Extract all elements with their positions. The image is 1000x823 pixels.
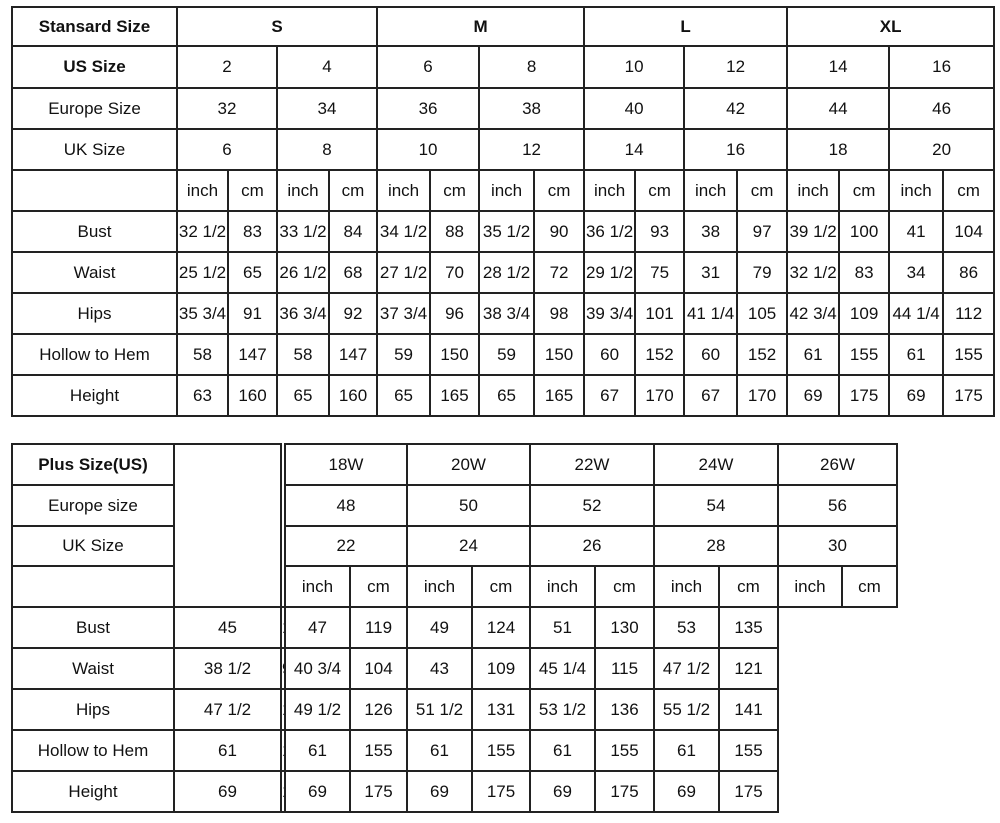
- value-cm: 93: [635, 211, 684, 252]
- size-group-m: M: [377, 7, 584, 46]
- value-inch: 59: [479, 334, 534, 375]
- plus-value-inch: 47 1/2: [654, 648, 719, 689]
- plus-value-inch: 53: [654, 607, 719, 648]
- value-inch: 67: [584, 375, 635, 416]
- value-inch: 60: [684, 334, 737, 375]
- value-inch: 38: [684, 211, 737, 252]
- us-size-row: [12, 46, 994, 88]
- value-cm: 98: [534, 293, 584, 334]
- size-group-xl: XL: [787, 7, 994, 46]
- plus-europe-cell: 56: [778, 485, 897, 526]
- unit-inch: inch: [530, 566, 595, 607]
- measurement-label: Hips: [12, 293, 177, 334]
- plus-uk-row: [12, 526, 897, 566]
- uk-size-cell: 6: [177, 129, 277, 170]
- size-group-l: L: [584, 7, 787, 46]
- uk-size-cell: 12: [479, 129, 584, 170]
- plus-value-inch: 69: [407, 771, 472, 812]
- unit-inch: inch: [684, 170, 737, 211]
- value-inch: 29 1/2: [584, 252, 635, 293]
- value-inch: 35 1/2: [479, 211, 534, 252]
- value-cm: 112: [943, 293, 994, 334]
- plus-value-inch: 69: [285, 771, 350, 812]
- unit-cm: cm: [430, 170, 479, 211]
- us-size-cell: 8: [479, 46, 584, 88]
- unit-cm: cm: [842, 566, 897, 607]
- plus-value-inch: 69: [654, 771, 719, 812]
- value-cm: 150: [430, 334, 479, 375]
- value-inch: 44 1/4: [889, 293, 943, 334]
- europe-size-cell: 32: [177, 88, 277, 129]
- plus-measurement-row: [12, 689, 897, 730]
- unit-cm: cm: [472, 566, 530, 607]
- value-cm: 84: [329, 211, 377, 252]
- value-inch: 41: [889, 211, 943, 252]
- uk-size-cell: 14: [584, 129, 684, 170]
- value-cm: 72: [534, 252, 584, 293]
- unit-cm: cm: [595, 566, 654, 607]
- value-cm: 75: [635, 252, 684, 293]
- value-cm: 160: [228, 375, 277, 416]
- us-size-cell: 10: [584, 46, 684, 88]
- value-cm: 175: [839, 375, 889, 416]
- plus-value-cm: 131: [472, 689, 530, 730]
- value-inch: 36 3/4: [277, 293, 329, 334]
- value-cm: 160: [329, 375, 377, 416]
- value-cm: 100: [839, 211, 889, 252]
- value-cm: 83: [228, 211, 277, 252]
- us-size-cell: 4: [277, 46, 377, 88]
- plus-unit-row: [12, 566, 897, 607]
- plus-value-inch: 45: [174, 607, 281, 648]
- unit-cm: cm: [635, 170, 684, 211]
- plus-value-inch: 61: [407, 730, 472, 771]
- plus-value-inch: 49 1/2: [285, 689, 350, 730]
- europe-size-cell: 40: [584, 88, 684, 129]
- plus-size-cell: 22W: [530, 444, 654, 485]
- plus-uk-label: UK Size: [12, 526, 174, 566]
- uk-size-row: [12, 129, 994, 170]
- plus-europe-cell: 52: [530, 485, 654, 526]
- plus-value-inch: 61: [530, 730, 595, 771]
- value-inch: 39 3/4: [584, 293, 635, 334]
- plus-uk-cell: 22: [285, 526, 407, 566]
- value-inch: 61: [889, 334, 943, 375]
- plus-size-cell: 24W: [654, 444, 778, 485]
- value-cm: 165: [534, 375, 584, 416]
- value-inch: 61: [787, 334, 839, 375]
- uk-size-cell: 10: [377, 129, 479, 170]
- plus-value-inch: 47: [285, 607, 350, 648]
- plus-measurement-row: [12, 648, 897, 689]
- plus-value-inch: 61: [174, 730, 281, 771]
- measurement-row: [12, 375, 994, 416]
- plus-value-cm: 155: [595, 730, 654, 771]
- plus-value-cm: 119: [350, 607, 407, 648]
- europe-size-cell: 44: [787, 88, 889, 129]
- unit-cm: cm: [943, 170, 994, 211]
- plus-value-inch: 40 3/4: [285, 648, 350, 689]
- plus-value-cm: 130: [595, 607, 654, 648]
- value-cm: 105: [737, 293, 787, 334]
- plus-uk-cell: 24: [407, 526, 530, 566]
- value-cm: 152: [737, 334, 787, 375]
- unit-cm: cm: [350, 566, 407, 607]
- plus-size-cell: 26W: [778, 444, 897, 485]
- value-inch: 58: [177, 334, 228, 375]
- measurement-label: Bust: [12, 211, 177, 252]
- plus-measurement-row: [12, 607, 897, 648]
- value-cm: 88: [430, 211, 479, 252]
- unit-inch: inch: [654, 566, 719, 607]
- plus-measurement-label: Waist: [12, 648, 174, 689]
- unit-inch: inch: [285, 566, 350, 607]
- plus-value-cm: 155: [350, 730, 407, 771]
- value-cm: 83: [839, 252, 889, 293]
- value-inch: 33 1/2: [277, 211, 329, 252]
- value-cm: 109: [839, 293, 889, 334]
- value-inch: 36 1/2: [584, 211, 635, 252]
- plus-europe-cell: 54: [654, 485, 778, 526]
- europe-size-cell: 38: [479, 88, 584, 129]
- value-cm: 96: [430, 293, 479, 334]
- value-inch: 34 1/2: [377, 211, 430, 252]
- plus-value-cm: 155: [719, 730, 778, 771]
- unit-inch: inch: [377, 170, 430, 211]
- plus-europe-cell: 50: [407, 485, 530, 526]
- value-inch: 59: [377, 334, 430, 375]
- value-inch: 32 1/2: [787, 252, 839, 293]
- value-inch: 25 1/2: [177, 252, 228, 293]
- uk-size-cell: 16: [684, 129, 787, 170]
- unit-cm: cm: [839, 170, 889, 211]
- unit-cm: cm: [534, 170, 584, 211]
- value-cm: 101: [635, 293, 684, 334]
- plus-value-inch: 53 1/2: [530, 689, 595, 730]
- value-inch: 42 3/4: [787, 293, 839, 334]
- value-cm: 92: [329, 293, 377, 334]
- us-size-cell: 2: [177, 46, 277, 88]
- size-group-row: [12, 7, 994, 46]
- measurement-label: Height: [12, 375, 177, 416]
- value-cm: 152: [635, 334, 684, 375]
- unit-inch: inch: [407, 566, 472, 607]
- europe-size-cell: 34: [277, 88, 377, 129]
- value-cm: 90: [534, 211, 584, 252]
- plus-size-cell: 18W: [285, 444, 407, 485]
- plus-uk-cell: 30: [778, 526, 897, 566]
- value-inch: 34: [889, 252, 943, 293]
- plus-value-inch: 49: [407, 607, 472, 648]
- plus-value-inch: 69: [530, 771, 595, 812]
- value-cm: 97: [737, 211, 787, 252]
- plus-value-inch: 47 1/2: [174, 689, 281, 730]
- plus-measurement-label: Bust: [12, 607, 174, 648]
- uk-size-label: UK Size: [12, 129, 177, 170]
- plus-size-cell: 20W: [407, 444, 530, 485]
- plus-value-cm: 126: [350, 689, 407, 730]
- unit-cm: cm: [737, 170, 787, 211]
- plus-value-cm: 175: [350, 771, 407, 812]
- value-cm: 175: [943, 375, 994, 416]
- value-cm: 155: [839, 334, 889, 375]
- value-inch: 38 3/4: [479, 293, 534, 334]
- unit-cm: cm: [719, 566, 778, 607]
- unit-row-blank: [12, 170, 177, 211]
- value-inch: 65: [479, 375, 534, 416]
- plus-europe-label: Europe size: [12, 485, 174, 526]
- us-size-cell: 16: [889, 46, 994, 88]
- measurement-row: [12, 252, 994, 293]
- plus-value-cm: 175: [472, 771, 530, 812]
- unit-inch: inch: [479, 170, 534, 211]
- plus-europe-cell: 48: [285, 485, 407, 526]
- unit-row: [12, 170, 994, 211]
- plus-value-inch: 51 1/2: [407, 689, 472, 730]
- uk-size-cell: 18: [787, 129, 889, 170]
- unit-cm: cm: [228, 170, 277, 211]
- plus-value-cm: 124: [472, 607, 530, 648]
- value-cm: 170: [635, 375, 684, 416]
- measurement-label: Waist: [12, 252, 177, 293]
- plus-europe-row: [12, 485, 897, 526]
- plus-value-inch: 61: [654, 730, 719, 771]
- us-size-cell: 6: [377, 46, 479, 88]
- us-size-label: US Size: [12, 46, 177, 88]
- value-cm: 150: [534, 334, 584, 375]
- unit-inch: inch: [787, 170, 839, 211]
- value-cm: 65: [228, 252, 277, 293]
- measurement-row: [12, 211, 994, 252]
- europe-size-cell: 42: [684, 88, 787, 129]
- plus-value-cm: 141: [719, 689, 778, 730]
- plus-uk-cell: 28: [654, 526, 778, 566]
- unit-inch: inch: [889, 170, 943, 211]
- value-cm: 70: [430, 252, 479, 293]
- value-cm: 91: [228, 293, 277, 334]
- plus-value-inch: 69: [174, 771, 281, 812]
- plus-value-cm: 109: [472, 648, 530, 689]
- value-inch: 26 1/2: [277, 252, 329, 293]
- plus-value-cm: 175: [595, 771, 654, 812]
- value-cm: 155: [943, 334, 994, 375]
- value-inch: 28 1/2: [479, 252, 534, 293]
- value-inch: 69: [787, 375, 839, 416]
- unit-inch: inch: [778, 566, 842, 607]
- value-cm: 68: [329, 252, 377, 293]
- size-group-s: S: [177, 7, 377, 46]
- plus-measurement-row: [12, 771, 897, 812]
- unit-inch: inch: [277, 170, 329, 211]
- plus-measurement-row: [12, 730, 897, 771]
- value-cm: 170: [737, 375, 787, 416]
- plus-value-inch: 61: [285, 730, 350, 771]
- plus-value-cm: 175: [719, 771, 778, 812]
- value-inch: 31: [684, 252, 737, 293]
- value-inch: 60: [584, 334, 635, 375]
- value-inch: 39 1/2: [787, 211, 839, 252]
- plus-unit-row-blank: [12, 566, 174, 607]
- value-cm: 147: [228, 334, 277, 375]
- value-cm: 86: [943, 252, 994, 293]
- standard-size-table: [11, 6, 995, 417]
- europe-size-cell: 46: [889, 88, 994, 129]
- value-inch: 65: [277, 375, 329, 416]
- plus-value-cm: 136: [595, 689, 654, 730]
- value-inch: 69: [889, 375, 943, 416]
- plus-value-cm: 155: [472, 730, 530, 771]
- uk-size-cell: 8: [277, 129, 377, 170]
- us-size-cell: 14: [787, 46, 889, 88]
- unit-cm: cm: [329, 170, 377, 211]
- plus-value-inch: 45 1/4: [530, 648, 595, 689]
- standard-measurements: [12, 211, 994, 416]
- measurement-row: [12, 293, 994, 334]
- plus-value-cm: 121: [719, 648, 778, 689]
- plus-value-inch: 55 1/2: [654, 689, 719, 730]
- value-inch: 58: [277, 334, 329, 375]
- value-inch: 41 1/4: [684, 293, 737, 334]
- plus-value-inch: 43: [407, 648, 472, 689]
- europe-size-cell: 36: [377, 88, 479, 129]
- plus-value-cm: 115: [595, 648, 654, 689]
- value-inch: 32 1/2: [177, 211, 228, 252]
- europe-size-label: Europe Size: [12, 88, 177, 129]
- plus-value-cm: 135: [719, 607, 778, 648]
- plus-measurement-label: Hips: [12, 689, 174, 730]
- plus-size-header: Plus Size(US): [12, 444, 174, 485]
- plus-value-inch: 38 1/2: [174, 648, 281, 689]
- plus-measurement-label: Hollow to Hem: [12, 730, 174, 771]
- measurement-row: [12, 334, 994, 375]
- value-inch: 27 1/2: [377, 252, 430, 293]
- uk-size-cell: 20: [889, 129, 994, 170]
- plus-value-inch: 51: [530, 607, 595, 648]
- measurement-label: Hollow to Hem: [12, 334, 177, 375]
- value-inch: 37 3/4: [377, 293, 430, 334]
- us-size-cell: 12: [684, 46, 787, 88]
- standard-size-header: Stansard Size: [12, 7, 177, 46]
- plus-size-row: [12, 444, 897, 485]
- unit-inch: inch: [177, 170, 228, 211]
- unit-inch: inch: [584, 170, 635, 211]
- europe-size-row: [12, 88, 994, 129]
- value-inch: 63: [177, 375, 228, 416]
- value-cm: 104: [943, 211, 994, 252]
- value-inch: 67: [684, 375, 737, 416]
- plus-uk-cell: 26: [530, 526, 654, 566]
- value-inch: 35 3/4: [177, 293, 228, 334]
- blank-column: [174, 444, 281, 607]
- plus-size-table: [11, 443, 898, 813]
- value-cm: 165: [430, 375, 479, 416]
- plus-value-cm: 104: [350, 648, 407, 689]
- value-inch: 65: [377, 375, 430, 416]
- value-cm: 79: [737, 252, 787, 293]
- value-cm: 147: [329, 334, 377, 375]
- plus-measurement-label: Height: [12, 771, 174, 812]
